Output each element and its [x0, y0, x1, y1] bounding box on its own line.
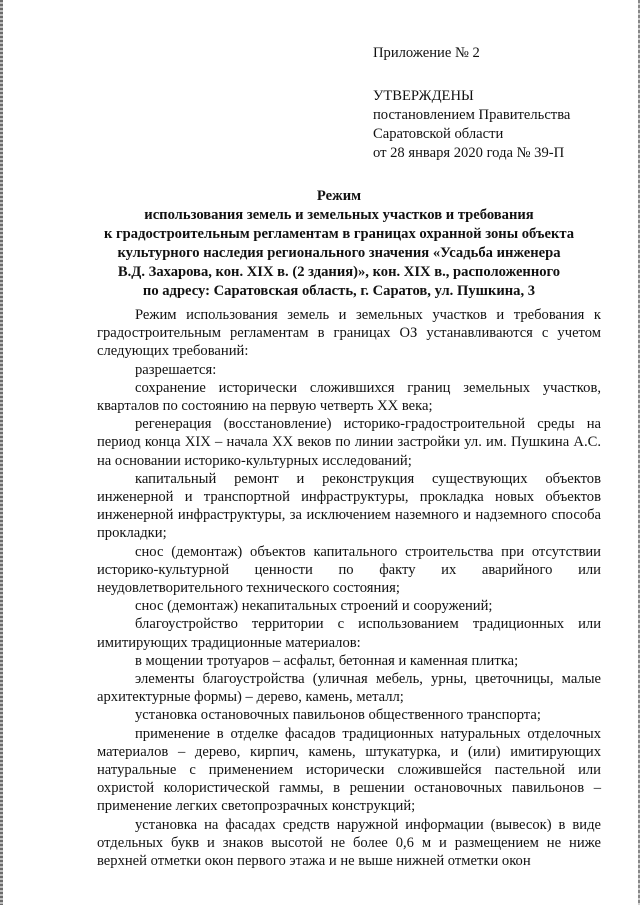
paragraph: капитальный ремонт и реконструкция существующих объектов инженерной и транспортной инфраструктуры, прокладка новых объектов инженерной инфраструктуры, за исключением наземного и надземного способа прокладки;	[97, 470, 601, 542]
heading-line-2: использования земель и земельных участков и требования	[144, 207, 534, 223]
document-heading	[85, 187, 593, 301]
heading-line-5: В.Д. Захарова, кон. XIX в. (2 здания)», кон. XIX в., расположенного	[117, 264, 561, 280]
paragraph: снос (демонтаж) объектов капитального строительства при отсутствии историко-культурной ценности по факту их аварийного или неудовлетворительного технического состояния;	[97, 543, 601, 597]
paragraph: Режим использования земель и земельных участков и требования к градостроительным регламентам в границах ОЗ устанавливаются с учетом следующих требований:	[97, 307, 601, 360]
paragraph: в мощении тротуаров – асфальт, бетонная и каменная плитка;	[135, 652, 519, 669]
heading-line-1: Режим	[316, 188, 362, 204]
appendix-number: Приложение № 2	[373, 45, 480, 61]
approval-line-1: постановлением Правительства	[373, 107, 571, 123]
approval-line-3: от 28 января 2020 года № 39-П	[373, 145, 565, 161]
approval-block	[373, 44, 623, 163]
approval-line-2: Саратовской области	[373, 126, 504, 142]
paragraph: снос (демонтаж) некапитальных строений и сооружений;	[135, 598, 493, 615]
paragraph: разрешается:	[135, 361, 217, 378]
paragraph: сохранение исторически сложившихся границ земельных участков, кварталов по состоянию на первую четверть XX века;	[97, 379, 601, 415]
scan-edge-left	[0, 0, 3, 905]
paragraph: благоустройство территории с использованием традиционных или имитирующих традиционные материалов:	[97, 616, 601, 651]
paragraph: регенерация (восстановление) историко-градостроительной среды на период конца XIX – начала XX веков по линии застройки ул. им. Пушкина А.С. на основании историко-культурных исследований;	[97, 416, 601, 469]
heading-line-3: к градостроительным регламентам в границах охранной зоны объекта	[103, 226, 575, 242]
paragraph: установка остановочных павильонов общественного транспорта;	[135, 707, 541, 724]
approved-stamp-text: УТВЕРЖДЕНЫ	[373, 88, 474, 104]
heading-line-4: культурного наследия регионального значения «Усадьба инженера	[117, 245, 561, 261]
document-body	[97, 306, 601, 870]
paragraph: применение в отделке фасадов традиционных натуральных отделочных материалов – дерево, кирпич, камень, штукатурка, и (или) имитирующих натуральные с применением исторически сложившейся пастельной или охристой колористической гаммы, в решении остановочных павильонов – применение легких светопрозрачных конструкций;	[97, 725, 601, 815]
heading-line-6: по адресу: Саратовская область, г. Саратов, ул. Пушкина, 3	[142, 283, 536, 299]
paragraph: установка на фасадах средств наружной информации (вывесок) в виде отдельных букв и знаков высотой не более 0,6 м и размещением не ниже верхней отметки окон первого этажа и не выше нижней отметки окон	[97, 816, 601, 870]
paragraph: элементы благоустройства (уличная мебель, урны, цветочницы, малые архитектурные формы) – дерево, камень, металл;	[97, 671, 601, 706]
